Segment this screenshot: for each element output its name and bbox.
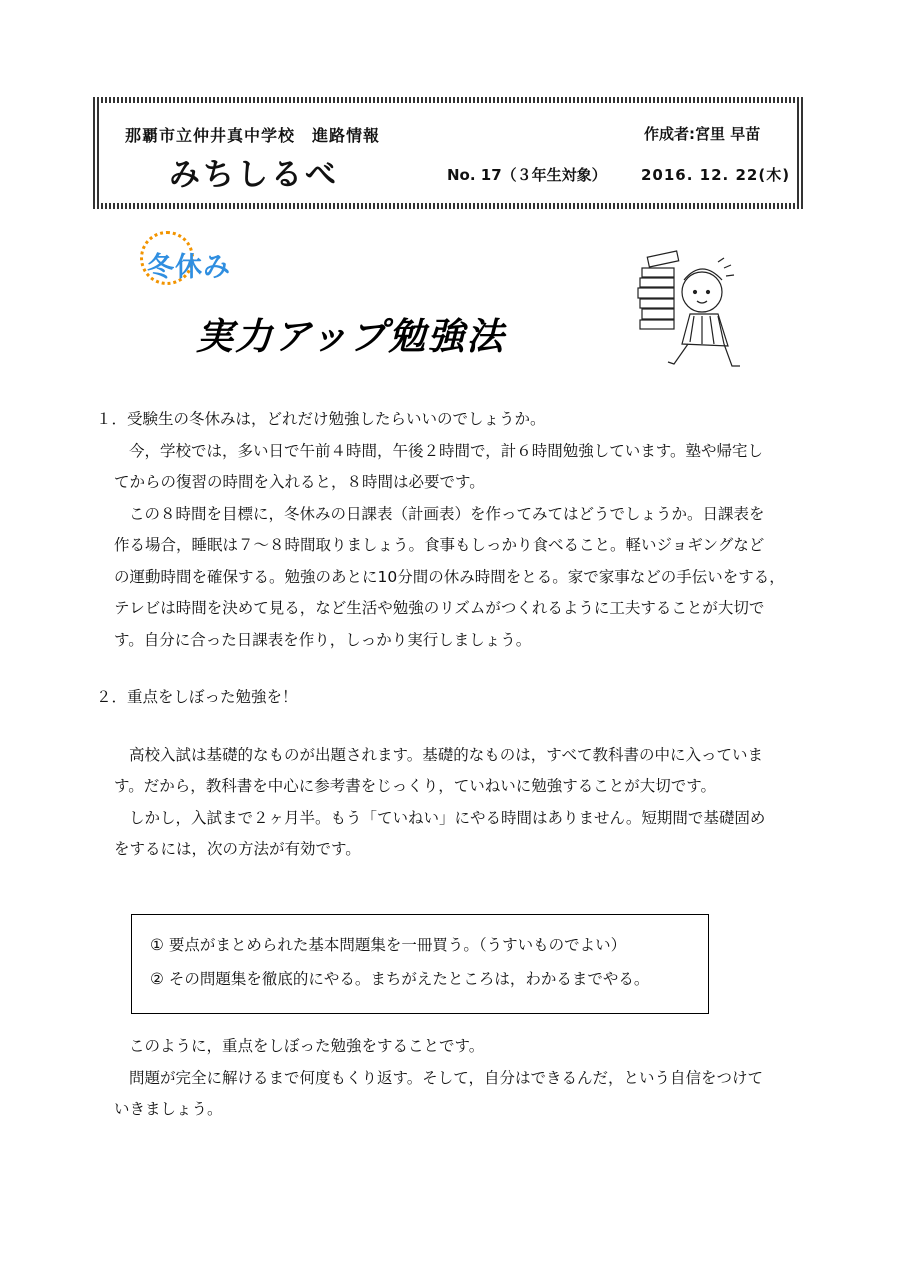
section-2-heading: ２．重点をしぼった勉強を！ [96,688,298,706]
paragraph-line: いきましょう。 [114,1100,223,1118]
paragraph-line: 今，学校では，多い日で午前４時間，午後２時間で，計６時間勉強しています。塾や帰宅し [129,441,763,460]
paragraph-line: 問題が完全に解けるまで何度もくり返す。そして，自分はできるんだ，という自信をつけて [129,1068,763,1087]
student-carrying-books-illustration [628,240,743,380]
paragraph-line: 高校入試は基礎的なものが出題されます。基礎的なものは，すべて教科書の中に入っていま [129,745,763,764]
issue-date: 2016. 12. 22(木) [641,166,791,184]
method-item: ② その問題集を徹底的にやる。まちがえたところは，わかるまでやる。 [150,970,650,988]
author: 作成者:宮里 早苗 [644,125,761,143]
newsletter-header [93,97,803,209]
paragraph-line: をするには，次の方法が有効です。 [114,840,361,858]
method-box [131,914,709,1014]
season-label [134,231,264,301]
paragraph-line: す。自分に合った日課表を作り，しっかり実行しましょう。 [114,630,532,649]
section-1-heading: １．受験生の冬休みは，どれだけ勉強したらいいのでしょうか。 [96,410,546,428]
paragraph-line: す。だから，教科書を中心に参考書をじっくり，ていねいに勉強することが大切です。 [114,777,717,795]
paragraph-line: テレビは時間を決めて見る，など生活や勉強のリズムがつくれるように工夫することが大切で [114,599,765,617]
method-item: ① 要点がまとめられた基本問題集を一冊買う。（うすいものでよい） [150,936,627,954]
paragraph-line: の運動時間を確保する。勉強のあとに10分間の休み時間をとる。家で家事などの手伝いをする， [114,567,785,586]
paragraph-line: しかし，入試まで２ヶ月半。もう「ていねい」にやる時間はありません。短期間で基礎固め [129,808,766,827]
issue-number: No. 17（３年生対象） [447,166,607,184]
season-text: 冬休み [147,252,231,283]
paragraph-line: 作る場合，睡眠は７～８時間取りましょう。食事もしっかり食べること。軽いジョギングなど [114,536,765,554]
newsletter-title: みちしるべ [169,157,339,193]
closing-paragraphs [96,1031,831,1126]
article-title: 実力アップ勉強法 [196,315,506,358]
paragraph-line: このように，重点をしぼった勉強をすることです。 [129,1037,485,1055]
main-content [96,404,831,866]
paragraph-line: てからの復習の時間を入れると，８時間は必要です。 [114,473,485,491]
paragraph-line: この８時間を目標に，冬休みの日課表（計画表）を作ってみてはどうでしょうか。日課表を [129,504,765,523]
school-name: 那覇市立仲井真中学校 進路情報 [125,126,381,145]
